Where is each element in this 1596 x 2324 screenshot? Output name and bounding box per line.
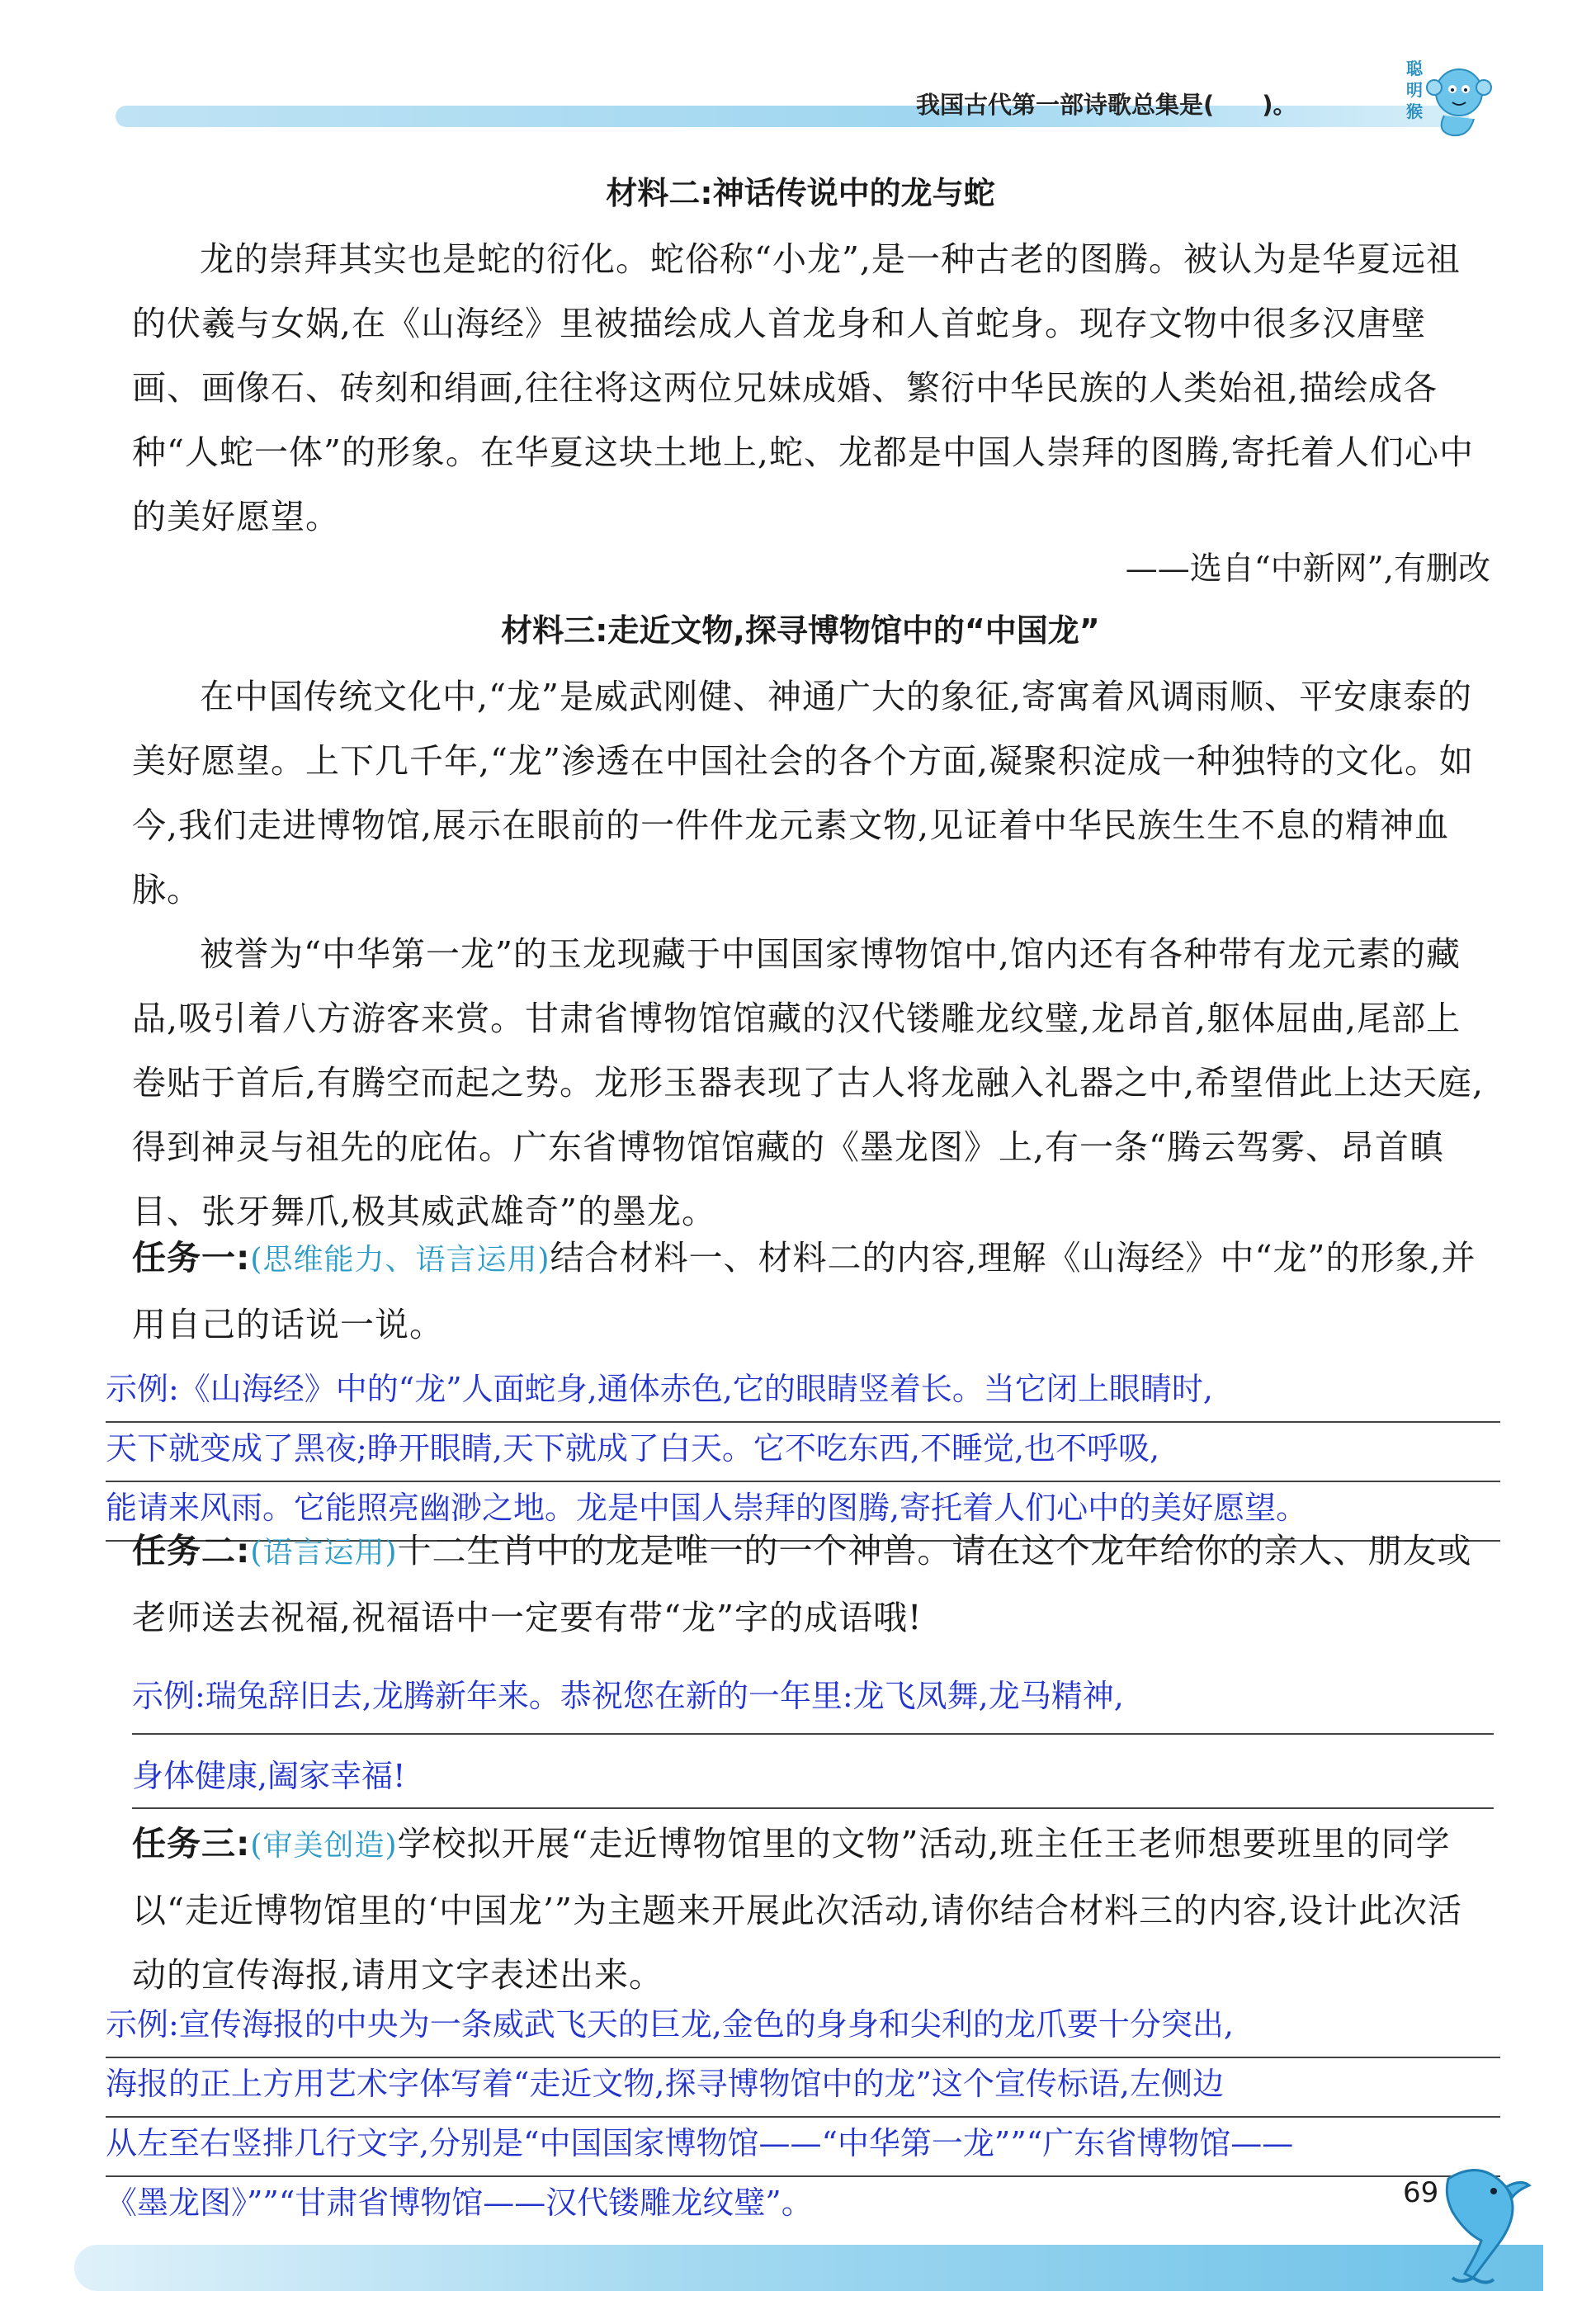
- answer-line: 示例:《山海经》中的“龙”人面蛇身,通体赤色,它的眼睛竖着长。当它闭上眼睛时,: [106, 1363, 1500, 1423]
- dolphin-mascot-icon: [1415, 2154, 1539, 2286]
- task1-tag: (思维能力、语言运用): [250, 1243, 550, 1277]
- material2-paragraph: 龙的崇拜其实也是蛇的衍化。蛇俗称“小龙”,是一种古老的图腾。被认为是华夏远祖的伏羲与女娲,在《山海经》里被描绘成人首龙身和人首蛇身。现存文物中很多汉唐壁画、画像石、砖刻和绢画,往往将这两位兄妹成婚、繁衍中华民族的人类始祖,描绘成各种“人蛇一体”的形象。在华夏这块土地上,蛇、龙都是中国人崇拜的图腾,寄托着人们心中的美好愿望。: [132, 239, 1474, 536]
- task2-label: 任务二:: [132, 1531, 251, 1571]
- answer-line: 身体健康,阖家幸福!: [132, 1735, 1494, 1809]
- answer-line: 能请来风雨。它能照亮幽渺之地。龙是中国人崇拜的图腾,寄托着人们心中的美好愿望。: [106, 1482, 1500, 1542]
- answer-line: 示例:宣传海报的中央为一条威武飞天的巨龙,金色的身身和尖利的龙爪要十分突出,: [106, 1999, 1500, 2058]
- svg-text:猴: 猴: [1406, 102, 1423, 121]
- footer-bar: [74, 2245, 1543, 2291]
- answer-line: 《墨龙图》””“甘肃省博物馆——汉代镂雕龙纹璧”。: [106, 2185, 813, 2221]
- svg-text:明: 明: [1406, 80, 1423, 100]
- material3-heading: 材料三:走近文物,探寻博物馆中的“中国龙”: [501, 612, 1100, 649]
- task3-prompt: [132, 1811, 1494, 2007]
- page-number: 69: [1403, 2176, 1439, 2209]
- task3-tag: (审美创造): [250, 1829, 398, 1863]
- task1-text: 结合材料一、材料二的内容,理解《山海经》中“龙”的形象,并用自己的话说一说。: [132, 1238, 1476, 1344]
- material2-heading: 材料二:神话传说中的龙与蛇: [606, 175, 995, 211]
- material2-source: ——选自“中新网”,有删改: [1125, 550, 1490, 588]
- task3-answer[interactable]: [106, 1999, 1500, 2235]
- task1-answer[interactable]: [106, 1363, 1500, 1542]
- material3-paragraph-1: 在中国传统文化中,“龙”是威武刚健、神通广大的象征,寄寓着风调雨顺、平安康泰的美好愿望。上下几千年,“龙”渗透在中国社会的各个方面,凝聚积淀成一种独特的文化。如今,我们走进博物馆,展示在眼前的一件件龙元素文物,见证着中华民族生生不息的精神血脉。: [132, 677, 1474, 909]
- svg-text:聪: 聪: [1406, 59, 1423, 78]
- task3-label: 任务三:: [132, 1824, 251, 1863]
- task3-text: 学校拟开展“走近博物馆里的文物”活动,班主任王老师想要班里的同学以“走近博物馆里的‘中国龙’”为主题来开展此次活动,请你结合材料三的内容,设计此次活动的宣传海报,请用文字表述出来。: [132, 1824, 1463, 1995]
- answer-line: 海报的正上方用艺术字体写着“走近文物,探寻博物馆中的龙”这个宣传标语,左侧边: [106, 2058, 1500, 2118]
- material3-paragraph-2: 被誉为“中华第一龙”的玉龙现藏于中国国家博物馆中,馆内还有各种带有龙元素的藏品,吸引着八方游客来赏。甘肃省博物馆馆藏的汉代镂雕龙纹璧,龙昂首,躯体屈曲,尾部上卷贴于首后,有腾空而起之势。龙形玉器表现了古人将龙融入礼器之中,希望借此上达天庭,得到神灵与祖先的庇佑。广东省博物馆馆藏的《墨龙图》上,有一条“腾云驾雾、昂首瞋目、张牙舞爪,极其威武雄奇”的墨龙。: [132, 934, 1485, 1231]
- answer-line: 示例:瑞兔辞旧去,龙腾新年来。恭祝您在新的一年里:龙飞凤舞,龙马精神,: [132, 1655, 1494, 1735]
- task1-prompt: [132, 1226, 1494, 1357]
- task1-label: 任务一:: [132, 1238, 251, 1278]
- task2-text: 十二生肖中的龙是唯一的一个神兽。请在这个龙年给你的亲人、朋友或老师送去祝福,祝福语中一定要有带“龙”字的成语哦!: [132, 1531, 1472, 1637]
- task2-answer[interactable]: [132, 1655, 1494, 1809]
- monkey-mascot-icon: [1395, 50, 1494, 140]
- answer-line: 从左至右竖排几行文字,分别是“中国国家博物馆——“中华第一龙””“广东省博物馆——: [106, 2118, 1500, 2177]
- task2-prompt: [132, 1519, 1494, 1650]
- task2-tag: (语言运用): [250, 1536, 398, 1570]
- header-question: 我国古代第一部诗歌总集是( )。: [916, 91, 1297, 119]
- answer-line: 天下就变成了黑夜;睁开眼睛,天下就成了白天。它不吃东西,不睡觉,也不呼吸,: [106, 1423, 1500, 1482]
